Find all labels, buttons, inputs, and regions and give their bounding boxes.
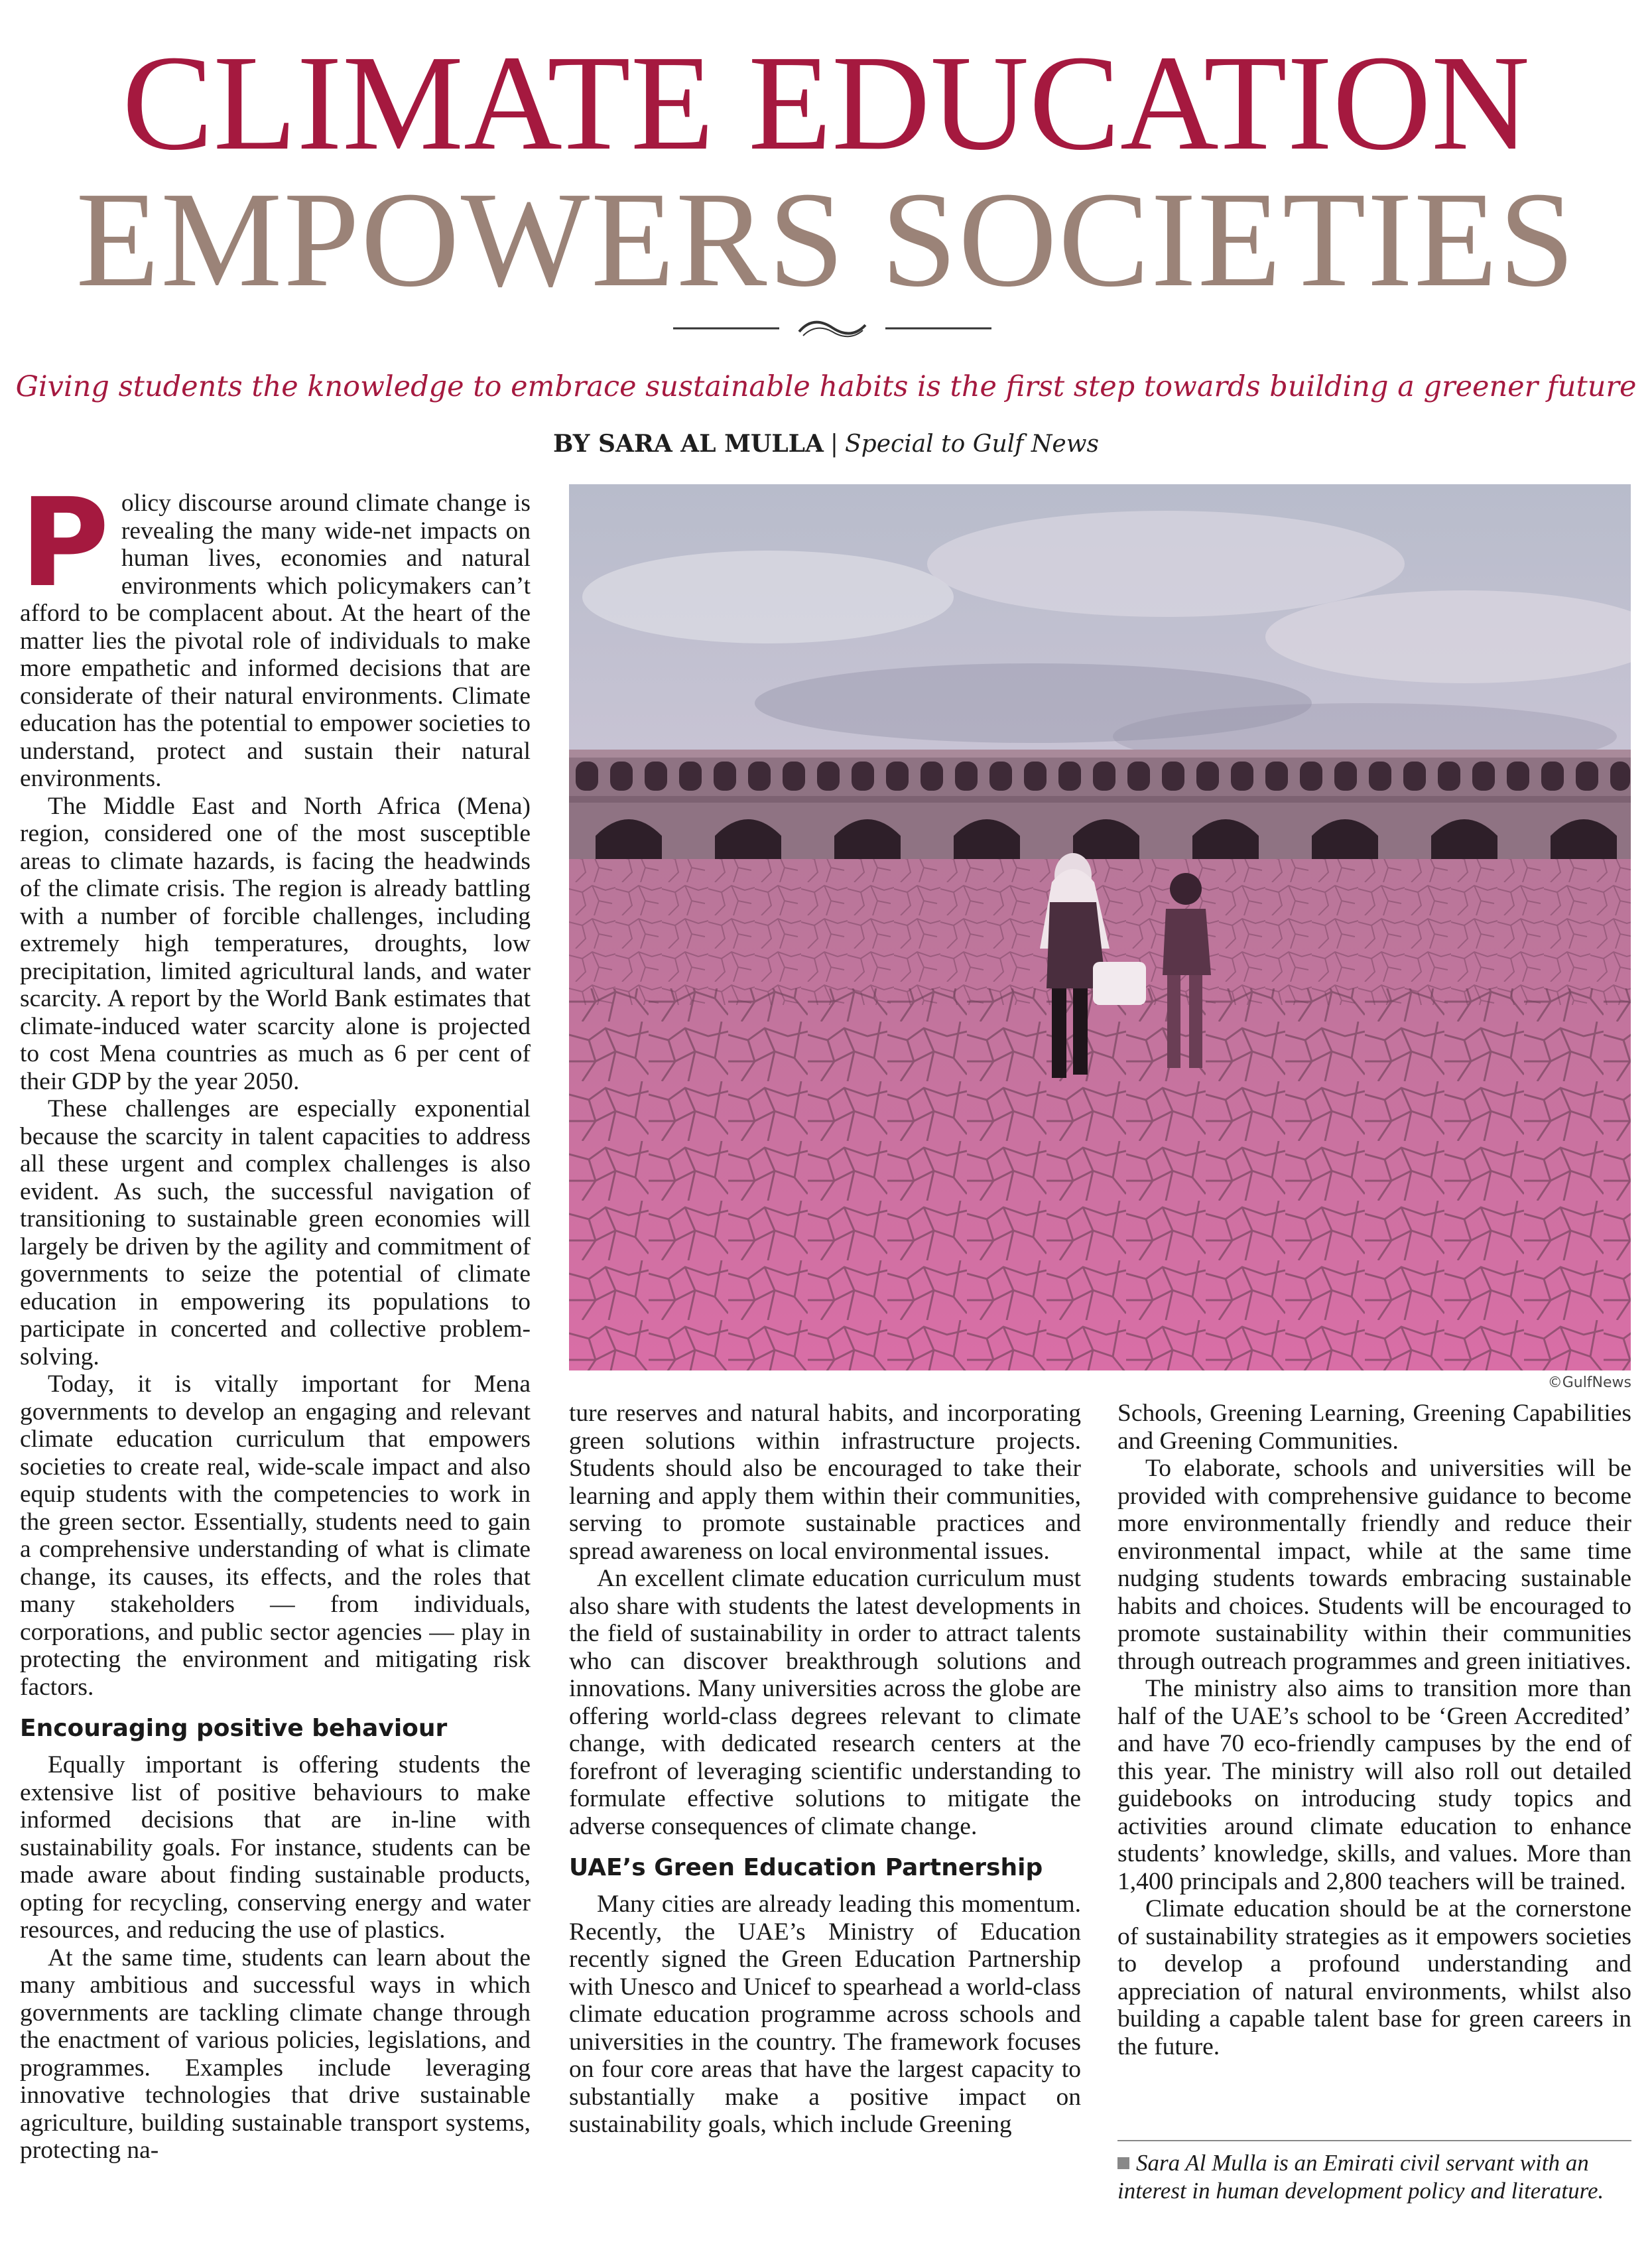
article-paragraph: Schools, Greening Learning, Greening Capabilities and Greening Communities.: [1117, 1400, 1631, 1455]
article-paragraph: The Middle East and North Africa (Mena) region, considered one of the most susceptible areas to climate hazards, is facing the headwinds of the climate crisis. The region is already battling with a number of forcible challenges, including extremely high temperatures, droughts, low precipitation, limited agricultural lands, and water scarcity. A report by the World Bank estimates that climate-induced water scarcity alone is projected to cost Mena countries as much as 6 per cent of their GDP by the year 2050.: [20, 792, 531, 1095]
article-paragraph: Equally important is offering students the extensive list of positive behaviours to make informed decisions that are in-line with sustainability goals. For instance, students can be made aware about finding sustainable products, opting for recycling, conserving energy and water resources, and reducing the use of plastics.: [20, 1751, 531, 1944]
byline-separator: |: [830, 431, 839, 458]
article-paragraph: Climate education should be at the cornerstone of sustainability strategies as it empowers societies to develop a profound understanding and appreciation of natural environments, whilst also building a capable talent base for green careers in the future.: [1117, 1895, 1631, 2060]
section-heading: Encouraging positive behaviour: [20, 1715, 448, 1742]
headline-line-2: EMPOWERS SOCIETIES: [76, 163, 1576, 315]
author-bio-text: Sara Al Mulla is an Emirati civil servant with an interest in human development policy and literature.: [1117, 2150, 1604, 2204]
article-paragraph: The ministry also aims to transition more than half of the UAE’s school to be ‘Green Accredited’ and have 70 eco-friendly campuses by the end of this year. The ministry will also roll out detailed guidebooks on introducing study topics and activities around climate education to enhance students’ knowledge, skills, and values. More than 1,400 principals and 2,800 teachers will be trained.: [1117, 1675, 1631, 1895]
square-bullet-icon: [1117, 2157, 1129, 2169]
article-paragraph: An excellent climate education curriculum must also share with students the latest developments in the field of sustainability in order to attract talents who can discover breakthrough solutions and innovations. Many universities across the globe are offering world-class degrees relevant to climate change, with dedicated research centers at the forefront of leveraging scientific understanding to formulate effective solutions to mitigate the adverse consequences of climate change.: [569, 1565, 1081, 1840]
drop-cap: P: [20, 472, 109, 614]
byline: [0, 430, 1652, 458]
byline-author: BY SARA AL MULLA: [552, 430, 824, 458]
article-paragraph: ture reserves and natural habits, and incorporating green solutions within infrastructure projects. Students should also be encouraged to take their learning and apply them within their communities, serving to promote sustainable practices and spread awareness on local environmental issues.: [569, 1400, 1081, 1565]
article-deck: Giving students the knowledge to embrace sustainable habits is the first step towards building a greener future: [15, 370, 1637, 403]
article-column-3: [1117, 1400, 1631, 2060]
article-paragraph: Policy discourse around climate change is revealing the many wide-net impacts on human lives, economies and natural environments which policymakers can’t afford to be complacent about. At the heart of the matter lies the pivotal role of individuals to make more empathetic and informed decisions that are considerate of their natural environments. Climate education has the potential to empower societies to understand, protect and sustain their natural environments.: [20, 472, 531, 792]
article-paragraph: These challenges are especially exponential because the scarcity in talent capacities to address all these urgent and complex challenges is also evident. As such, the successful navigation of transitioning to sustainable green economies will largely be driven by the agility and commitment of governments to seize the potential of climate education in empowering its populations to participate in concerted and collective problem-solving.: [20, 1095, 531, 1370]
byline-affiliation: Special to Gulf News: [845, 431, 1100, 458]
article-photo: [569, 484, 1631, 1370]
article-paragraph: To elaborate, schools and universities will be provided with comprehensive guidance to become more environmentally friendly and reduce their environmental impact, while at the same time nudging students towards embracing sustainable habits and choices. Students will be encouraged to promote sustainability within their communities through outreach programmes and green initiatives.: [1117, 1455, 1631, 1675]
article-paragraph: At the same time, students can learn about the many ambitious and successful ways in which governments are tackling climate change through the enactment of various policies, legislations, and programmes. Examples include leveraging innovative technologies that drive sustainable agriculture, building sustainable transport systems, protecting na-: [20, 1944, 531, 2164]
author-bio: [1117, 2149, 1635, 2205]
photo-credit: ©GulfNews: [1547, 1374, 1631, 1391]
article-column-2: [569, 1400, 1081, 2139]
article-paragraph: Today, it is vitally important for Mena governments to develop an engaging and relevant climate education curriculum that empowers societies to create real, wide-scale impact and also equip students with the competencies to work in the green sector. Essentially, students need to gain a comprehensive understanding of what is climate change, its causes, its effects, and the roles that many stakeholders — from individuals, corporations, and public sector agencies — play in protecting the environment and mitigating risk factors.: [20, 1370, 531, 1701]
ornament-divider-icon: [673, 312, 991, 345]
bio-divider: [1117, 2140, 1631, 2141]
headline-line-1: CLIMATE EDUCATION: [122, 27, 1530, 178]
article-column-1: [20, 472, 531, 2165]
section-heading: UAE’s Green Education Partnership: [569, 1854, 1043, 1881]
article-paragraph: Many cities are already leading this momentum. Recently, the UAE’s Ministry of Education recently signed the Green Education Partnership with Unesco and Unicef to spearhead a world-class climate education programme across schools and universities in the country. The framework focuses on four core areas that have the largest capacity to substantially make a positive impact on sustainability goals, which include Greening: [569, 1891, 1081, 2138]
